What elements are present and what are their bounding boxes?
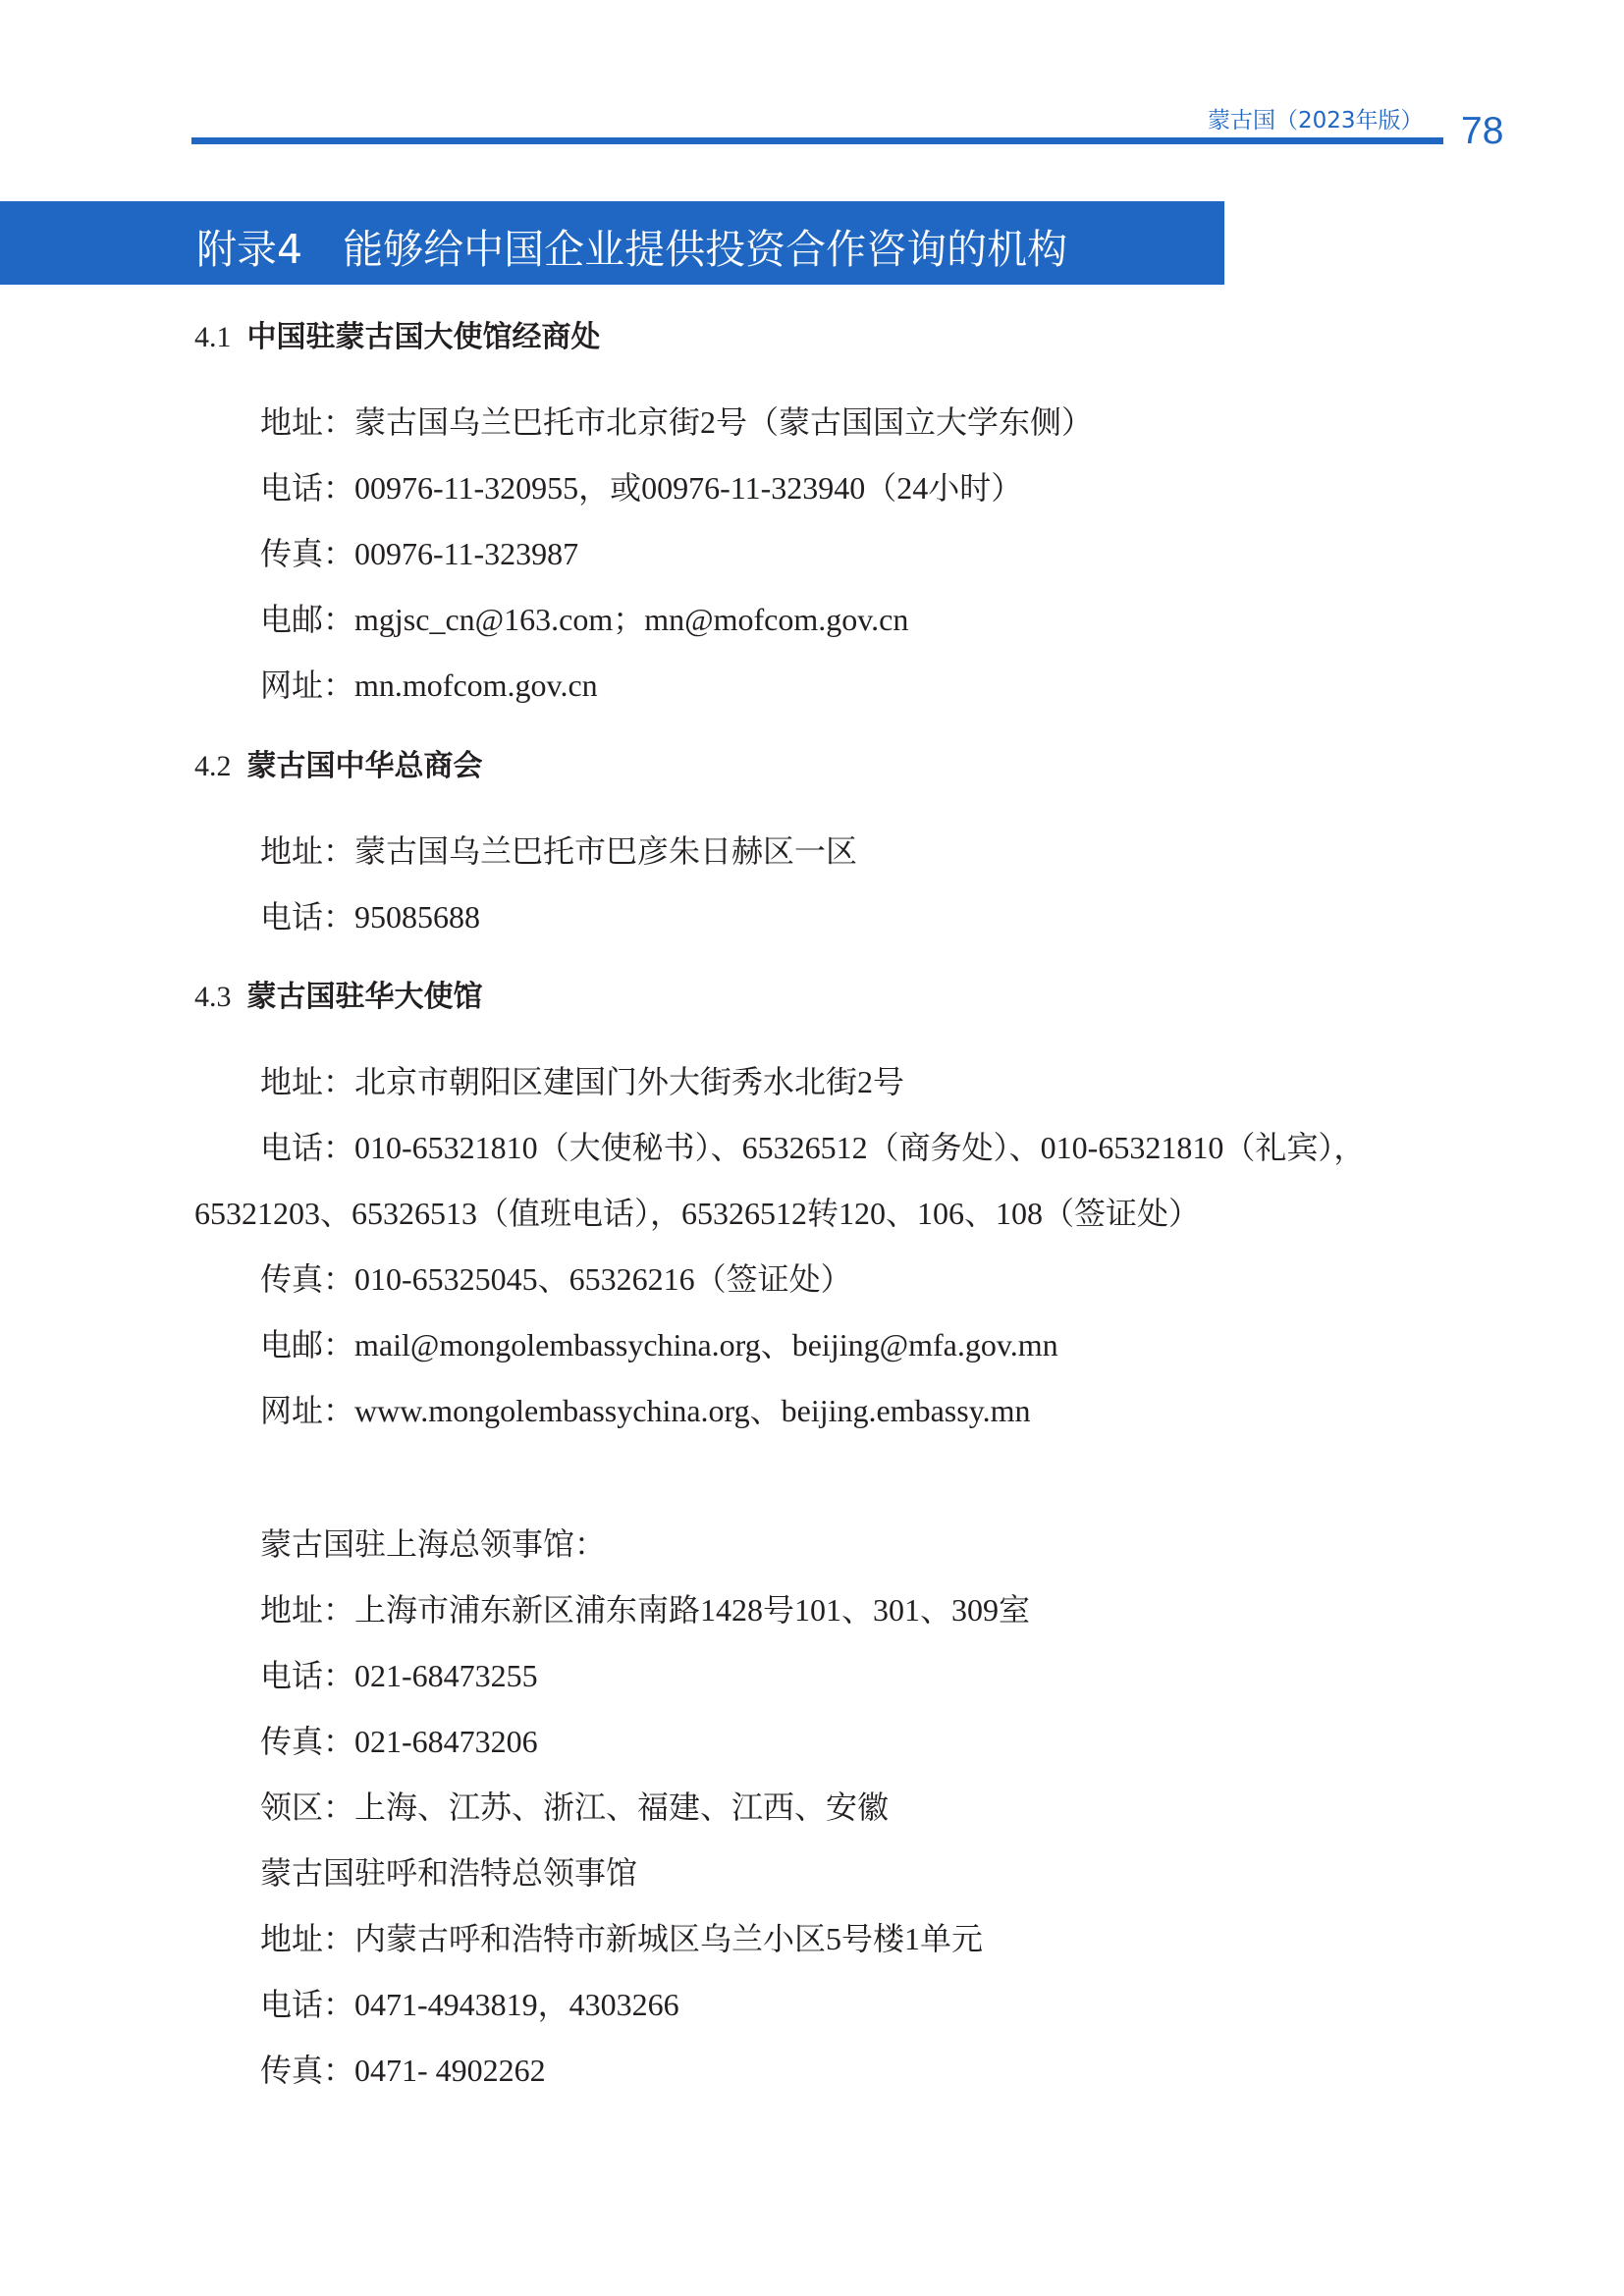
field-label: 传真：: [260, 1723, 355, 1760]
phone-line: [260, 1656, 538, 1695]
field-label: 地址：: [260, 1063, 355, 1100]
website-line: [260, 666, 598, 705]
district-line: [260, 1788, 889, 1827]
field-label: 网址：: [260, 1392, 355, 1429]
field-label: 传真：: [260, 1260, 355, 1298]
fax-line: [260, 1259, 852, 1299]
address-line: [260, 402, 1093, 442]
field-label: 电邮：: [260, 601, 355, 638]
appendix-title: 附录4 能够给中国企业提供投资合作咨询的机构: [196, 226, 1068, 273]
address-line: [260, 1062, 904, 1101]
field-value: 65321203、65326513（值班电话），65326512转120、106、108（签证处）: [194, 1196, 1201, 1231]
field-value: www.mongolembassychina.org、beijing.embassy.mn: [354, 1393, 1031, 1428]
section-name: 蒙古国驻华大使馆: [246, 980, 483, 1014]
field-label: 电话：: [260, 1986, 355, 2023]
email-line: [260, 600, 908, 639]
appendix-banner: [0, 201, 1224, 285]
field-label: 电话：: [260, 469, 355, 507]
phone-line: [260, 468, 1022, 507]
field-value: mn.mofcom.gov.cn: [354, 667, 598, 703]
address-line: [260, 1590, 1030, 1629]
field-label: 领区：: [260, 1789, 355, 1826]
email-line: [260, 1325, 1058, 1364]
address-line: [260, 1919, 983, 1958]
field-label: 电话：: [260, 1657, 355, 1694]
field-value: 蒙古国乌兰巴托市巴彦朱日赫区一区: [354, 833, 858, 869]
phone-line: [260, 1128, 1365, 1167]
field-value: 00976-11-323987: [354, 536, 579, 571]
field-label: 电邮：: [260, 1326, 355, 1363]
page-number: 78: [1461, 110, 1504, 152]
field-label: 地址：: [260, 403, 355, 441]
field-label: 电话：: [260, 1129, 355, 1166]
field-label: 地址：: [260, 832, 355, 870]
section-name: 蒙古国中华总商会: [246, 749, 483, 783]
consulate-title: 蒙古国驻呼和浩特总领事馆: [260, 1854, 638, 1892]
fax-line: [260, 2051, 546, 2090]
running-title: 蒙古国（2023年版）: [1208, 108, 1424, 133]
field-label: 网址：: [260, 667, 355, 704]
phone-line: [260, 897, 480, 936]
phone-line-continued: [194, 1194, 1200, 1233]
section-heading: [194, 312, 601, 355]
section-heading: [194, 741, 483, 784]
header-rule: [191, 137, 1443, 144]
consulate-title: 蒙古国驻上海总领事馆：: [260, 1525, 607, 1563]
field-value: 95085688: [354, 899, 481, 934]
consulate-name: [260, 1853, 637, 1893]
field-value: 蒙古国乌兰巴托市北京街2号（蒙古国国立大学东侧）: [354, 404, 1094, 440]
section-number: 4.2: [194, 750, 232, 782]
field-label: 传真：: [260, 2052, 355, 2089]
phone-line: [260, 1985, 679, 2024]
field-value: 010-65321810（大使秘书）、65326512（商务处）、010-65321810（礼宾），: [354, 1130, 1366, 1165]
section-name: 中国驻蒙古国大使馆经商处: [246, 320, 601, 354]
website-line: [260, 1391, 1031, 1430]
field-value: 北京市朝阳区建国门外大街秀水北街2号: [354, 1064, 905, 1099]
address-line: [260, 831, 857, 871]
field-label: 地址：: [260, 1591, 355, 1629]
field-value: 021-68473255: [354, 1658, 538, 1693]
field-value: 021-68473206: [354, 1724, 538, 1759]
section-number: 4.3: [194, 981, 232, 1013]
fax-line: [260, 534, 578, 573]
field-value: 上海、江苏、浙江、福建、江西、安徽: [354, 1789, 890, 1825]
field-value: 00976-11-320955，或00976-11-323940（24小时）: [354, 470, 1023, 506]
field-label: 地址：: [260, 1920, 355, 1957]
field-value: 010-65325045、65326216（签证处）: [354, 1261, 852, 1297]
field-label: 传真：: [260, 535, 355, 572]
fax-line: [260, 1722, 538, 1761]
consulate-name: [260, 1524, 606, 1564]
field-label: 电话：: [260, 898, 355, 935]
field-value: 0471-4943819，4303266: [354, 1987, 679, 2022]
field-value: 内蒙古呼和浩特市新城区乌兰小区5号楼1单元: [354, 1921, 984, 1956]
section-heading: [194, 972, 483, 1015]
field-value: 上海市浦东新区浦东南路1428号101、301、309室: [354, 1592, 1031, 1628]
field-value: mgjsc_cn@163.com；mn@mofcom.gov.cn: [354, 602, 909, 637]
field-value: 0471- 4902262: [354, 2053, 546, 2088]
field-value: mail@mongolembassychina.org、beijing@mfa.gov.mn: [354, 1327, 1058, 1362]
section-number: 4.1: [194, 321, 232, 353]
